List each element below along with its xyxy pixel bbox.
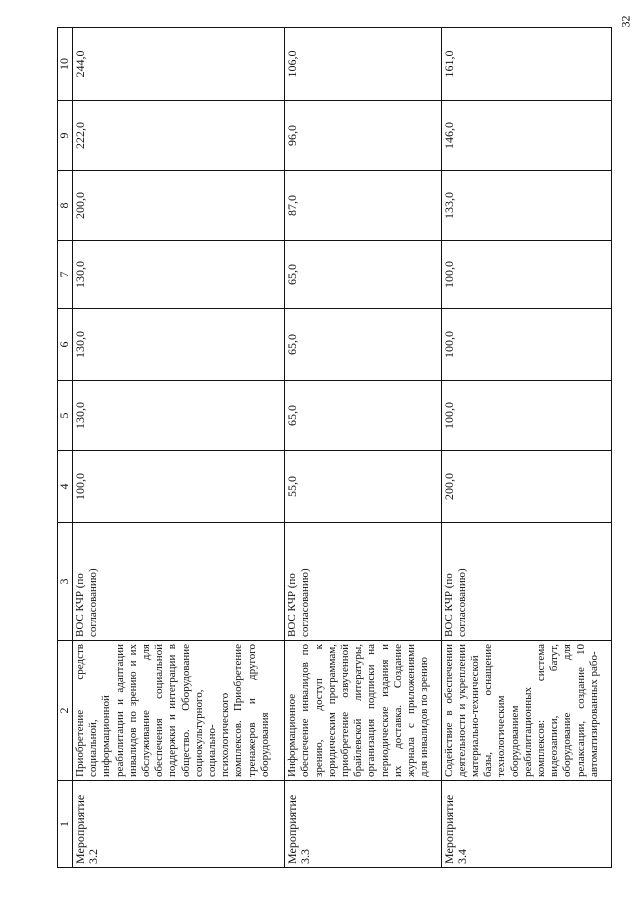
value-cell: 146,0 (441, 101, 611, 171)
executor: ВОС КЧР (по согласованию) (73, 523, 285, 641)
value-cell: 200,0 (441, 451, 611, 523)
value-cell: 100,0 (441, 309, 611, 381)
column-header: 1 (58, 781, 73, 868)
value-cell: 87,0 (285, 171, 441, 241)
column-header: 2 (58, 641, 73, 781)
rotated-page-content (57, 28, 612, 868)
column-header: 5 (58, 381, 73, 451)
column-header: 3 (58, 523, 73, 641)
program-events-table (57, 27, 612, 868)
table-row (73, 28, 285, 868)
value-cell: 65,0 (285, 309, 441, 381)
event-description: Информационное обеспечение инвалидов по зрению, доступ к юридическим программам, приобретение озвученной брайлевской литературы, организация подписки на периодические издания и их доставка. Создание журнала с приложениями для инвалидов по зрению (285, 641, 441, 781)
table-row (441, 28, 611, 868)
value-cell: 100,0 (441, 241, 611, 309)
header-row (58, 28, 73, 868)
value-cell: 133,0 (441, 171, 611, 241)
page-number: 32 (618, 15, 633, 28)
value-cell: 130,0 (73, 309, 285, 381)
executor: ВОС КЧР (по согласованию) (285, 523, 441, 641)
event-name: Мероприятие 3.3 (285, 781, 441, 868)
event-description: Приобретение средств социальной, информационной реабилитации и адаптации инвалидов по зрению и их обслуживание для обеспечения социальной поддержки и интеграции в общество. Оборудование социокультурного, социально-психологического комплексов. Приобретение тренажеров и другого оборудования (73, 641, 285, 781)
value-cell: 106,0 (285, 28, 441, 101)
value-cell: 222,0 (73, 101, 285, 171)
value-cell: 200,0 (73, 171, 285, 241)
value-cell: 130,0 (73, 241, 285, 309)
value-cell: 100,0 (441, 381, 611, 451)
column-header: 8 (58, 171, 73, 241)
column-header: 10 (58, 28, 73, 101)
value-cell: 161,0 (441, 28, 611, 101)
value-cell: 55,0 (285, 451, 441, 523)
value-cell: 96,0 (285, 101, 441, 171)
event-description: Содействие в обеспечении деятельности и укреплении материально-технической базы, оснащение технологическим оборудованием реабилитационных комплексов: система видеозаписи, батут, оборудование для релаксации, создание 10 автоматизированных рабо- (441, 641, 611, 781)
column-header: 9 (58, 101, 73, 171)
column-header: 4 (58, 451, 73, 523)
value-cell: 65,0 (285, 381, 441, 451)
value-cell: 100,0 (73, 451, 285, 523)
value-cell: 65,0 (285, 241, 441, 309)
column-header: 7 (58, 241, 73, 309)
column-header: 6 (58, 309, 73, 381)
event-name: Мероприятие 3.4 (441, 781, 611, 868)
value-cell: 244,0 (73, 28, 285, 101)
table-row (285, 28, 441, 868)
event-name: Мероприятие 3.2 (73, 781, 285, 868)
value-cell: 130,0 (73, 381, 285, 451)
executor: ВОС КЧР (по согласованию) (441, 523, 611, 641)
